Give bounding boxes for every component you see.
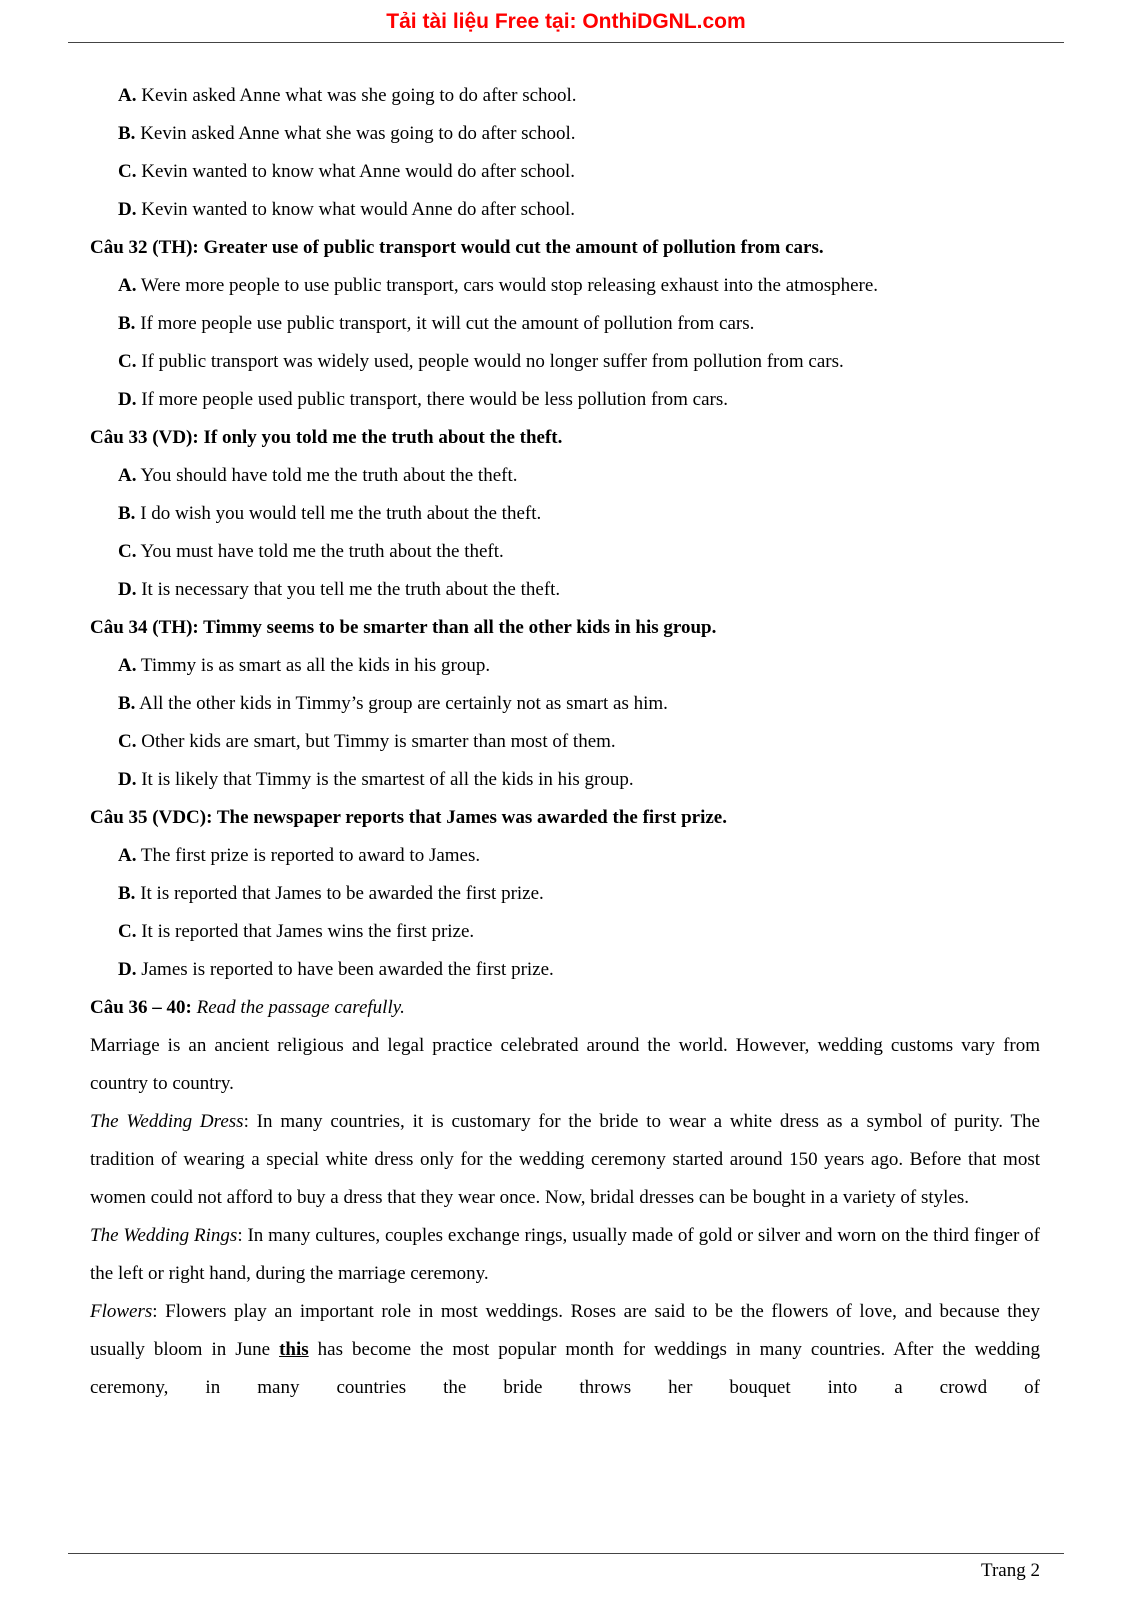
passage-text: The Wedding Rings	[90, 1225, 238, 1246]
option-text: The first prize is reported to award to James.	[136, 845, 481, 866]
answer-option	[90, 381, 1040, 419]
option-letter: A.	[118, 85, 137, 106]
question-text: If only you told me the truth about the theft.	[198, 427, 563, 448]
answer-option	[90, 153, 1040, 191]
passage-paragraph	[90, 1103, 1040, 1217]
answer-option	[90, 837, 1040, 875]
option-letter: C.	[118, 351, 137, 372]
option-text: Timmy is as smart as all the kids in his group.	[136, 655, 491, 676]
option-letter: A.	[118, 275, 137, 296]
option-text: It is reported that James to be awarded the first prize.	[135, 883, 544, 904]
option-text: It is necessary that you tell me the truth about the theft.	[136, 579, 561, 600]
answer-option	[90, 571, 1040, 609]
footer-divider	[68, 1553, 1064, 1554]
option-letter: C.	[118, 541, 137, 562]
question-text: Greater use of public transport would cut the amount of pollution from cars.	[198, 237, 824, 258]
leading-options-group	[90, 77, 1040, 229]
option-text: If public transport was widely used, people would no longer suffer from pollution from cars.	[136, 351, 844, 372]
option-text: I do wish you would tell me the truth about the theft.	[135, 503, 542, 524]
emphasized-word: this	[279, 1339, 309, 1360]
reading-instruction: Read the passage carefully.	[191, 997, 405, 1018]
passage-paragraph	[90, 1027, 1040, 1103]
passage-paragraph	[90, 1293, 1040, 1407]
answer-option	[90, 305, 1040, 343]
answer-option	[90, 343, 1040, 381]
option-text: Kevin asked Anne what she was going to do after school.	[135, 123, 576, 144]
document-content	[0, 43, 1132, 1407]
passage-text: : In many countries, it is customary for the bride to wear a white dress as a symbol of purity. The tradition of wearing a special white dress only for the wedding ceremony started around 150 years ago. Before that most women could not afford to buy a dress that they wear once. Now, bridal dresses can be bought in a variety of styles.	[90, 1111, 1040, 1208]
page-number: Trang 2	[981, 1560, 1040, 1581]
option-text: Kevin wanted to know what Anne would do after school.	[136, 161, 575, 182]
answer-option	[90, 267, 1040, 305]
option-letter: D.	[118, 959, 137, 980]
answer-option	[90, 191, 1040, 229]
passage-text: : Flowers play an important role in most weddings. Roses are said to be the flowers of love, and because they usually bloom in June	[90, 1301, 1040, 1360]
question-text: Timmy seems to be smarter than all the other kids in his group.	[198, 617, 717, 638]
question-stem	[90, 799, 1040, 837]
option-letter: D.	[118, 199, 137, 220]
option-text: It is reported that James wins the first prize.	[136, 921, 475, 942]
passage-text: The Wedding Dress	[90, 1111, 244, 1132]
question-label: Câu 35 (VDC):	[90, 807, 213, 828]
question-stem	[90, 229, 1040, 267]
header-title: Tải tài liệu Free tại: OnthiDGNL.com	[386, 10, 746, 33]
passage-text: has become the most popular month for weddings in many countries. After the wedding ceremony, in many countries the bride throws her bouquet into a crowd of	[90, 1339, 1040, 1398]
answer-option	[90, 77, 1040, 115]
passage-text: Flowers	[90, 1301, 153, 1322]
answer-option	[90, 761, 1040, 799]
option-text: Kevin wanted to know what would Anne do after school.	[136, 199, 575, 220]
option-letter: D.	[118, 389, 137, 410]
option-letter: B.	[118, 693, 136, 714]
question-text: The newspaper reports that James was awarded the first prize.	[212, 807, 727, 828]
answer-option	[90, 875, 1040, 913]
option-text: Other kids are smart, but Timmy is smarter than most of them.	[136, 731, 616, 752]
answer-option	[90, 723, 1040, 761]
question-label: Câu 33 (VD):	[90, 427, 199, 448]
option-text: James is reported to have been awarded the first prize.	[136, 959, 554, 980]
passage-text: : In many cultures, couples exchange rings, usually made of gold or silver and worn on the third finger of the left or right hand, during the marriage ceremony.	[90, 1225, 1040, 1284]
answer-option	[90, 495, 1040, 533]
option-letter: A.	[118, 655, 137, 676]
option-text: You must have told me the truth about the theft.	[136, 541, 504, 562]
question-label: Câu 32 (TH):	[90, 237, 199, 258]
question-label: Câu 34 (TH):	[90, 617, 199, 638]
page-footer	[0, 1553, 1132, 1582]
answer-option	[90, 457, 1040, 495]
option-letter: A.	[118, 465, 137, 486]
option-letter: C.	[118, 921, 137, 942]
option-text: Kevin asked Anne what was she going to do after school.	[136, 85, 577, 106]
option-letter: A.	[118, 845, 137, 866]
reading-passage	[90, 1027, 1040, 1407]
option-letter: D.	[118, 579, 137, 600]
reading-heading	[90, 989, 1040, 1027]
answer-option	[90, 647, 1040, 685]
option-text: You should have told me the truth about the theft.	[136, 465, 518, 486]
option-letter: D.	[118, 769, 137, 790]
option-letter: C.	[118, 161, 137, 182]
option-letter: B.	[118, 503, 136, 524]
answer-option	[90, 685, 1040, 723]
answer-option	[90, 913, 1040, 951]
passage-paragraph	[90, 1217, 1040, 1293]
passage-text: Marriage is an ancient religious and legal practice celebrated around the world. However, wedding customs vary from country to country.	[90, 1035, 1040, 1094]
option-text: If more people use public transport, it will cut the amount of pollution from cars.	[135, 313, 755, 334]
option-text: If more people used public transport, there would be less pollution from cars.	[136, 389, 728, 410]
page-header	[0, 0, 1132, 43]
option-text: Were more people to use public transport, cars would stop releasing exhaust into the atmosphere.	[136, 275, 879, 296]
questions-section	[90, 229, 1040, 989]
option-letter: C.	[118, 731, 137, 752]
answer-option	[90, 951, 1040, 989]
question-stem	[90, 419, 1040, 457]
reading-label: Câu 36 – 40:	[90, 997, 192, 1018]
option-letter: B.	[118, 313, 136, 334]
option-text: It is likely that Timmy is the smartest of all the kids in his group.	[136, 769, 634, 790]
answer-option	[90, 115, 1040, 153]
option-text: All the other kids in Timmy’s group are certainly not as smart as him.	[135, 693, 668, 714]
question-stem	[90, 609, 1040, 647]
option-letter: B.	[118, 123, 136, 144]
option-letter: B.	[118, 883, 136, 904]
answer-option	[90, 533, 1040, 571]
